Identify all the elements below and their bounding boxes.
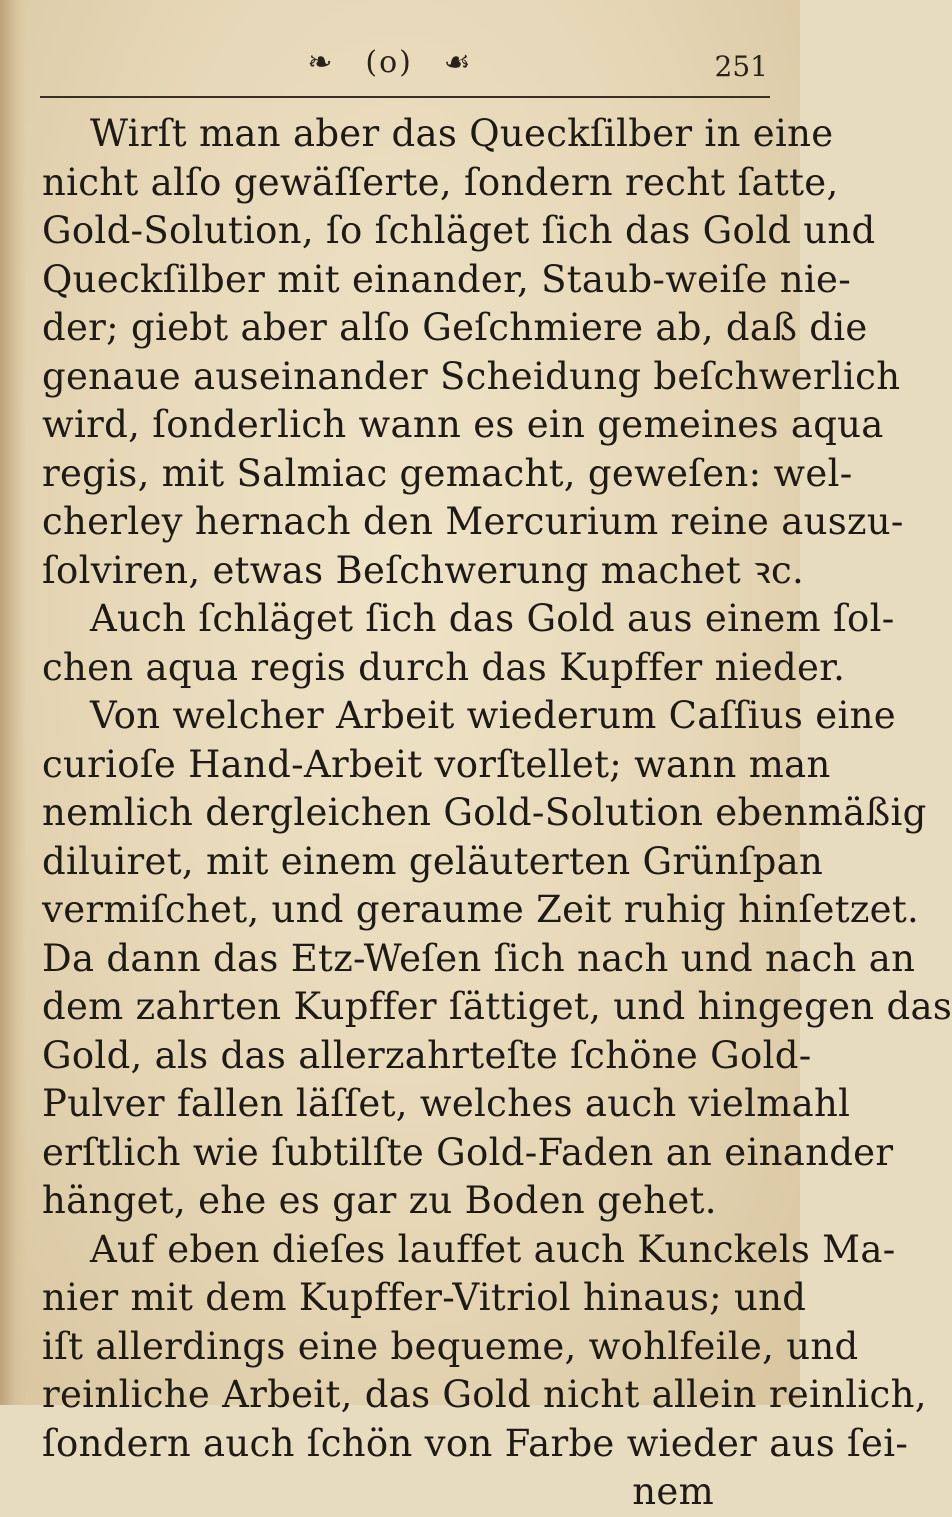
text-line: regis, mit Salmiac gemacht, geweſen: wel- [42,451,853,495]
text-line: Auch ſchläget ſich das Gold aus einem ſol- [90,597,895,640]
text-line: der; giebt aber alſo Geſchmiere ab, daß die [42,306,868,349]
text-line: diluiret, mit einem geläuterten Grünſpan [42,839,824,883]
text-line: Gold, als das allerzahrteſte ſchöne Gold- [42,1033,812,1077]
text-line: Wirſt man aber das Queckſilber in eine [90,112,834,155]
text-line: Gold-Solution, ſo ſchläget ſich das Gold und [42,209,876,252]
text-line: curioſe Hand-Arbeit vorſtellet; wann man [42,742,831,786]
ornament-left-icon: ❧ [307,44,335,80]
text-line: erſtlich wie ſubtilſte Gold-Faden an einander [42,1130,894,1174]
text-line: Queckſilber mit einander, Staub-weiſe nie- [42,257,852,301]
text-line: ſondern auch ſchön von Farbe wieder aus ſei- [42,1421,909,1465]
page-gutter-shadow [0,0,26,1405]
page-header [40,40,768,100]
body-text [42,110,952,1517]
folio-mark: (o) [365,44,413,80]
text-line: dem zahrten Kupffer ſättiget, und hingegen das [42,985,952,1028]
catchword: nem [632,1470,714,1513]
text-line: nier mit dem Kupffer-Vitriol hinaus; und [42,1276,807,1319]
text-line: Auf eben dieſes lauffet auch Kunckels Ma- [90,1227,896,1271]
page-number: 251 [714,50,768,83]
text-line: chen aqua regis durch das Kupffer nieder. [42,645,846,689]
text-line: hänget, ehe es gar zu Boden gehet. [42,1179,717,1222]
text-line: iſt allerdings eine bequeme, wohlfeile, und [42,1324,859,1368]
text-line: ſolviren, etwas Beſchwerung machet ꝛc. [42,548,805,592]
header-ornament [40,40,740,80]
text-line: Pulver fallen läſſet, welches auch vielmahl [42,1082,851,1125]
text-line: vermiſchet, und geraume Zeit ruhig hinſetzet. [42,888,920,931]
text-line: wird, ſonderlich wann es ein gemeines aqua [42,403,884,446]
ornament-right-icon: ☙ [443,44,473,80]
text-line: Da dann das Etz-Weſen ſich nach und nach an [42,936,916,980]
text-line: reinliche Arbeit, das Gold nicht allein reinlich, [42,1373,927,1416]
text-line: cherley hernach den Mercurium reine auszu- [42,500,904,543]
header-rule [40,96,770,98]
text-line: nicht alſo gewäſſerte, ſondern recht ſatte, [42,160,839,204]
text-line: genaue auseinander Scheidung beſchwerlich [42,354,901,398]
text-line: nemlich dergleichen Gold-Solution ebenmäßig [42,791,927,834]
text-line: Von welcher Arbeit wiederum Caſſius eine [90,694,896,737]
